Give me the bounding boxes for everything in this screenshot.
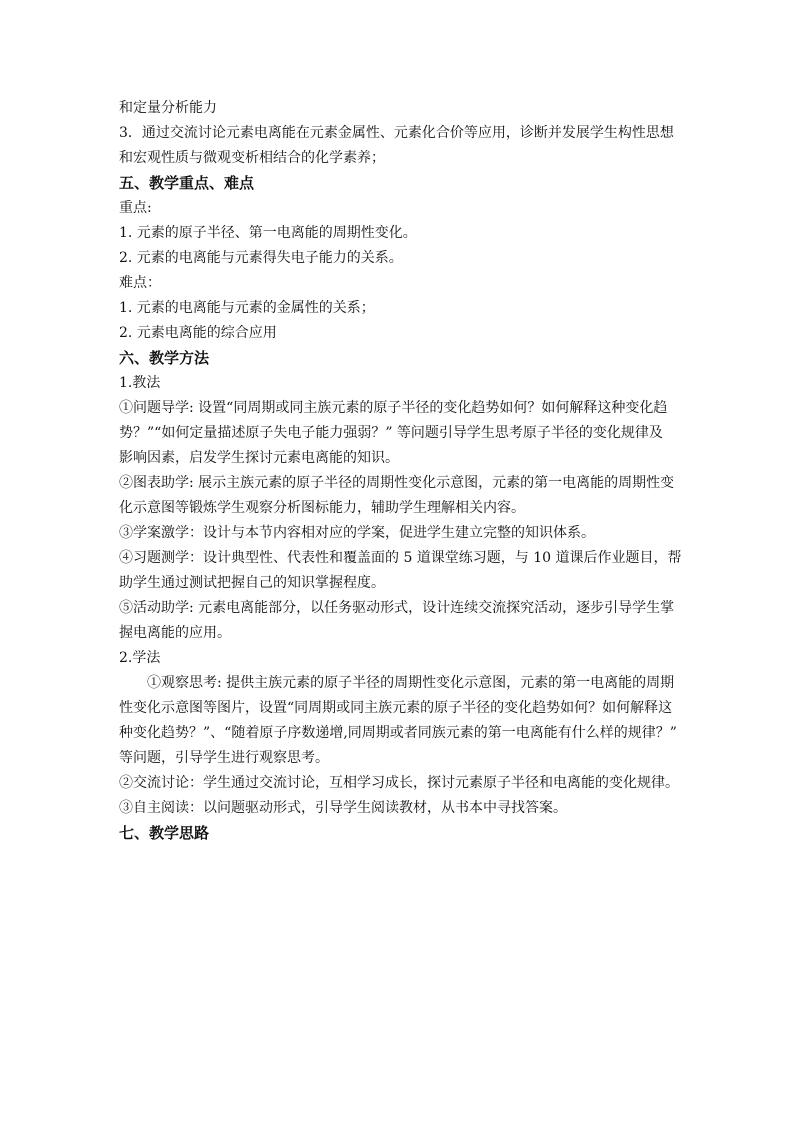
text-line: ②图表助学: 展示主族元素的原子半径的周期性变化示意图，元素的第一电离能的周期性变 (119, 475, 675, 491)
text-line: 助学生通过测试把握自己的知识掌握程度。 (119, 575, 385, 591)
text-line: 3．通过交流讨论元素电离能在元素金属性、元素化合价等应用，诊断并发展学生构性思想 (119, 125, 674, 141)
text-line: 等问题，引导学生进行观察思考。 (119, 750, 329, 766)
text-line: ①问题导学: 设置“同周期或同主族元素的原子半径的变化趋势如何？如何解释这种变化趋 (119, 400, 668, 416)
text-line: ⑤活动助学: 元素电离能部分，以任务驱动形式，设计连续交流探究活动，逐步引导学生掌 (119, 600, 675, 616)
text-line: ③学案激学：设计与本节内容相对应的学案，促进学生建立完整的知识体系。 (119, 525, 595, 541)
text-line: 1. 元素的电离能与元素的金属性的关系； (119, 300, 375, 316)
text-line: 化示意图等锻炼学生观察分析图标能力，辅助学生理解相关内容。 (119, 500, 525, 516)
text-line: 1. 元素的原子半径、第一电离能的周期性变化。 (119, 225, 417, 241)
text-line: 2. 元素电离能的综合应用 (119, 325, 277, 341)
section-heading-6: 六、教学方法 (119, 349, 210, 367)
text-line: 种变化趋势？”、“随着原子序数递增,同周期或者同族元素的第一电离能有什么样的规律？” (119, 725, 677, 741)
text-line: 和宏观性质与微观变析相结合的化学素养； (119, 150, 385, 166)
text-line: 影响因素，启发学生探讨元素电离能的知识。 (119, 450, 399, 466)
text-line: ②交流讨论：学生通过交流讨论，互相学习成长，探讨元素原子半径和电离能的变化规律。 (119, 775, 679, 791)
document-page (119, 96, 689, 846)
text-line: 难点： (119, 275, 161, 291)
text-line: ③自主阅读：以问题驱动形式，引导学生阅读教材，从书本中寻找答案。 (119, 800, 567, 816)
text-line: 握电离能的应用。 (119, 625, 231, 641)
text-line: 1.教法 (119, 375, 161, 391)
section-heading-7: 七、教学思路 (119, 824, 210, 842)
text-line: 性变化示意图等图片，设置“同周期或同主族元素的原子半径的变化趋势如何？如何解释这 (119, 700, 673, 716)
text-line: 2. 元素的电离能与元素得失电子能力的关系。 (119, 250, 403, 266)
text-line-indented: ①观察思考: 提供主族元素的原子半径的周期性变化示意图，元素的第一电离能的周期 (147, 675, 675, 691)
text-line: 势？”“如何定量描述原子失电子能力强弱？” 等问题引导学生思考原子半径的变化规律及 (119, 425, 663, 441)
text-line: 重点: (119, 200, 152, 216)
section-heading-5: 五、教学重点、难点 (119, 174, 255, 192)
text-line: 和定量分析能力 (119, 100, 217, 116)
text-line: ④习题测学：设计典型性、代表性和覆盖面的 5 道课堂练习题，与 10 道课后作业题目，帮 (119, 550, 682, 566)
text-line: 2.学法 (119, 650, 161, 666)
